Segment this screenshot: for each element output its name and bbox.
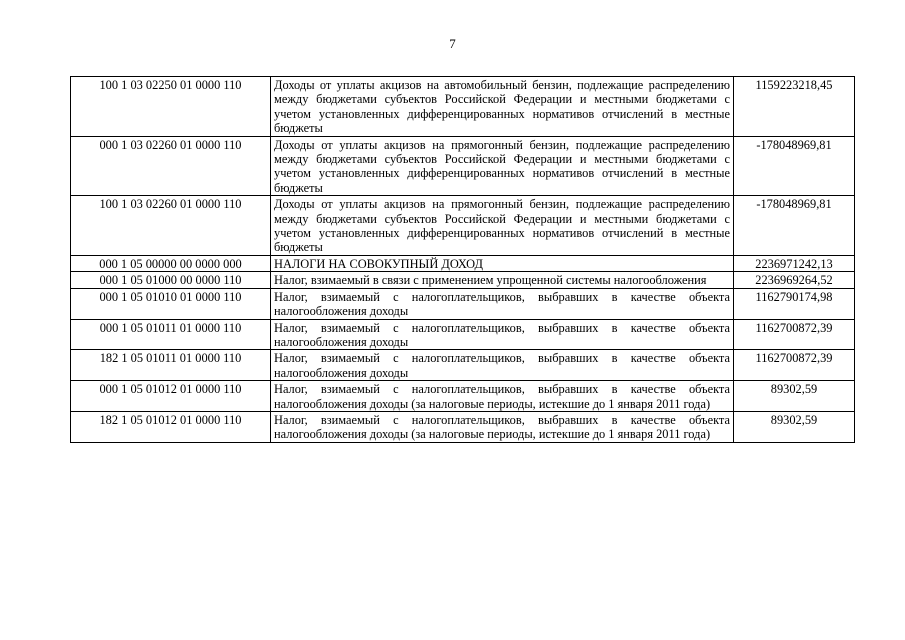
revenue-name-cell: Налог, взимаемый с налогоплательщиков, выбравших в качестве объекта налогообложения доходы <box>271 350 734 381</box>
budget-code-cell: 000 1 03 02260 01 0000 110 <box>71 136 271 196</box>
table-row <box>71 255 855 271</box>
budget-code-cell: 000 1 05 01010 01 0000 110 <box>71 288 271 319</box>
revenue-name-cell: Налог, взимаемый с налогоплательщиков, выбравших в качестве объекта налогообложения доходы (за налоговые периоды, истекшие до 1 января 2011 года) <box>271 411 734 442</box>
page-number: 7 <box>449 36 456 51</box>
revenue-name-cell: Доходы от уплаты акцизов на прямогонный бензин, подлежащие распределению между бюджетами субъектов Российской Федерации и местными бюджетами с учетом установленных дифференцированных нормативов отчислений в местные бюджеты <box>271 136 734 196</box>
table-row <box>71 319 855 350</box>
budget-code-cell: 182 1 05 01012 01 0000 110 <box>71 411 271 442</box>
table-row <box>71 350 855 381</box>
budget-code-cell: 000 1 05 01012 01 0000 110 <box>71 381 271 412</box>
table-row <box>71 272 855 288</box>
table-row <box>71 77 855 137</box>
amount-cell: 2236971242,13 <box>734 255 855 271</box>
budget-code-cell: 100 1 03 02250 01 0000 110 <box>71 77 271 137</box>
budget-code-cell: 182 1 05 01011 01 0000 110 <box>71 350 271 381</box>
revenue-name-cell: Налог, взимаемый с налогоплательщиков, выбравших в качестве объекта налогообложения доходы <box>271 288 734 319</box>
budget-code-cell: 000 1 05 01011 01 0000 110 <box>71 319 271 350</box>
amount-cell: 1162700872,39 <box>734 319 855 350</box>
table-row <box>71 136 855 196</box>
revenue-name-cell: Налог, взимаемый в связи с применением упрощенной системы налогообложения <box>271 272 734 288</box>
table-row <box>71 196 855 256</box>
amount-cell: 1162700872,39 <box>734 350 855 381</box>
revenue-name-cell: Доходы от уплаты акцизов на автомобильный бензин, подлежащие распределению между бюджетами субъектов Российской Федерации и местными бюджетами с учетом установленных дифференцированных нормативов отчислений в местные бюджеты <box>271 77 734 137</box>
amount-cell: 89302,59 <box>734 381 855 412</box>
amount-cell: 1162790174,98 <box>734 288 855 319</box>
table-row <box>71 411 855 442</box>
revenue-name-cell: Налог, взимаемый с налогоплательщиков, выбравших в качестве объекта налогообложения доходы (за налоговые периоды, истекшие до 1 января 2011 года) <box>271 381 734 412</box>
revenue-name-cell: Налог, взимаемый с налогоплательщиков, выбравших в качестве объекта налогообложения доходы <box>271 319 734 350</box>
amount-cell: -178048969,81 <box>734 196 855 256</box>
budget-code-cell: 100 1 03 02260 01 0000 110 <box>71 196 271 256</box>
amount-cell: -178048969,81 <box>734 136 855 196</box>
amount-cell: 1159223218,45 <box>734 77 855 137</box>
revenue-name-cell: НАЛОГИ НА СОВОКУПНЫЙ ДОХОД <box>271 255 734 271</box>
revenue-name-cell: Доходы от уплаты акцизов на прямогонный бензин, подлежащие распределению между бюджетами субъектов Российской Федерации и местными бюджетами с учетом установленных дифференцированных нормативов отчислений в местные бюджеты <box>271 196 734 256</box>
table-body <box>71 77 855 443</box>
budget-code-cell: 000 1 05 01000 00 0000 110 <box>71 272 271 288</box>
amount-cell: 2236969264,52 <box>734 272 855 288</box>
amount-cell: 89302,59 <box>734 411 855 442</box>
table-row <box>71 288 855 319</box>
table-row <box>71 381 855 412</box>
budget-revenue-table <box>70 76 855 443</box>
budget-code-cell: 000 1 05 00000 00 0000 000 <box>71 255 271 271</box>
